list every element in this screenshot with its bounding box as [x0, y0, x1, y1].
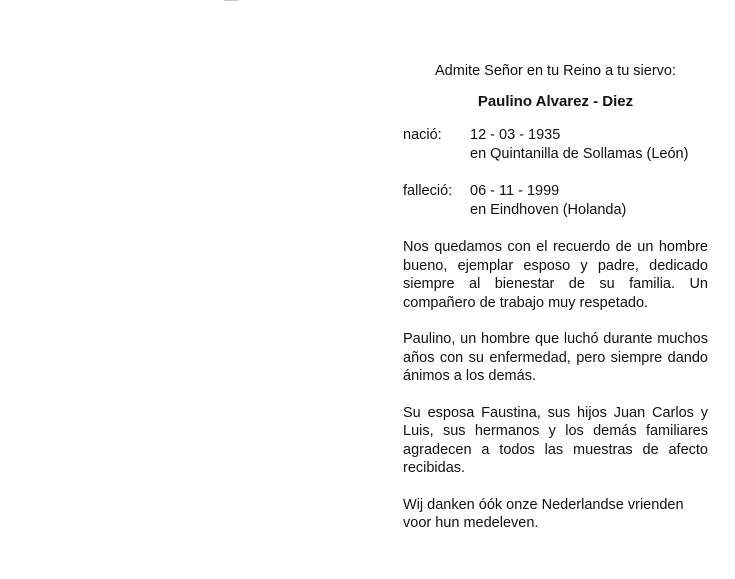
birth-row: [403, 126, 708, 163]
memorial-card: [403, 62, 708, 533]
death-date: 06 - 11 - 1999: [470, 183, 560, 199]
death-row: [403, 182, 708, 219]
death-place: en Eindhoven (Holanda): [470, 201, 627, 218]
paragraph-illness: Paulino, un hombre que luchó durante muchos años con su enfermedad, pero siempre dando ánimos a los demás.: [403, 331, 708, 384]
paragraph-family-thanks: Su esposa Faustina, sus hijos Juan Carlos y Luis, sus hermanos y los demás familiares agradecen a todos las muestras de afecto recibidas.: [403, 404, 708, 476]
birth-details: [470, 126, 708, 163]
death-label: falleció:: [403, 183, 453, 199]
birth-date: 12 - 03 - 1935: [470, 127, 561, 143]
birth-label: nació:: [403, 127, 442, 143]
deceased-name: Paulino Alvarez - Diez: [477, 92, 634, 110]
death-details: [470, 182, 708, 219]
paragraph-dutch-thanks: Wij danken óók onze Nederlandse vrienden voor hun medeleven.: [403, 496, 684, 531]
scan-mark: [224, 0, 238, 1]
paragraph-remembrance: Nos quedamos con el recuerdo de un hombre bueno, ejemplar esposo y padre, dedicado siempre al bienestar de su familia. Un compañero de trabajo muy respetado.: [403, 239, 708, 311]
intro-line: Admite Señor en tu Reino a tu siervo:: [435, 63, 676, 79]
birth-place: en Quintanilla de Sollamas (León): [470, 145, 689, 162]
